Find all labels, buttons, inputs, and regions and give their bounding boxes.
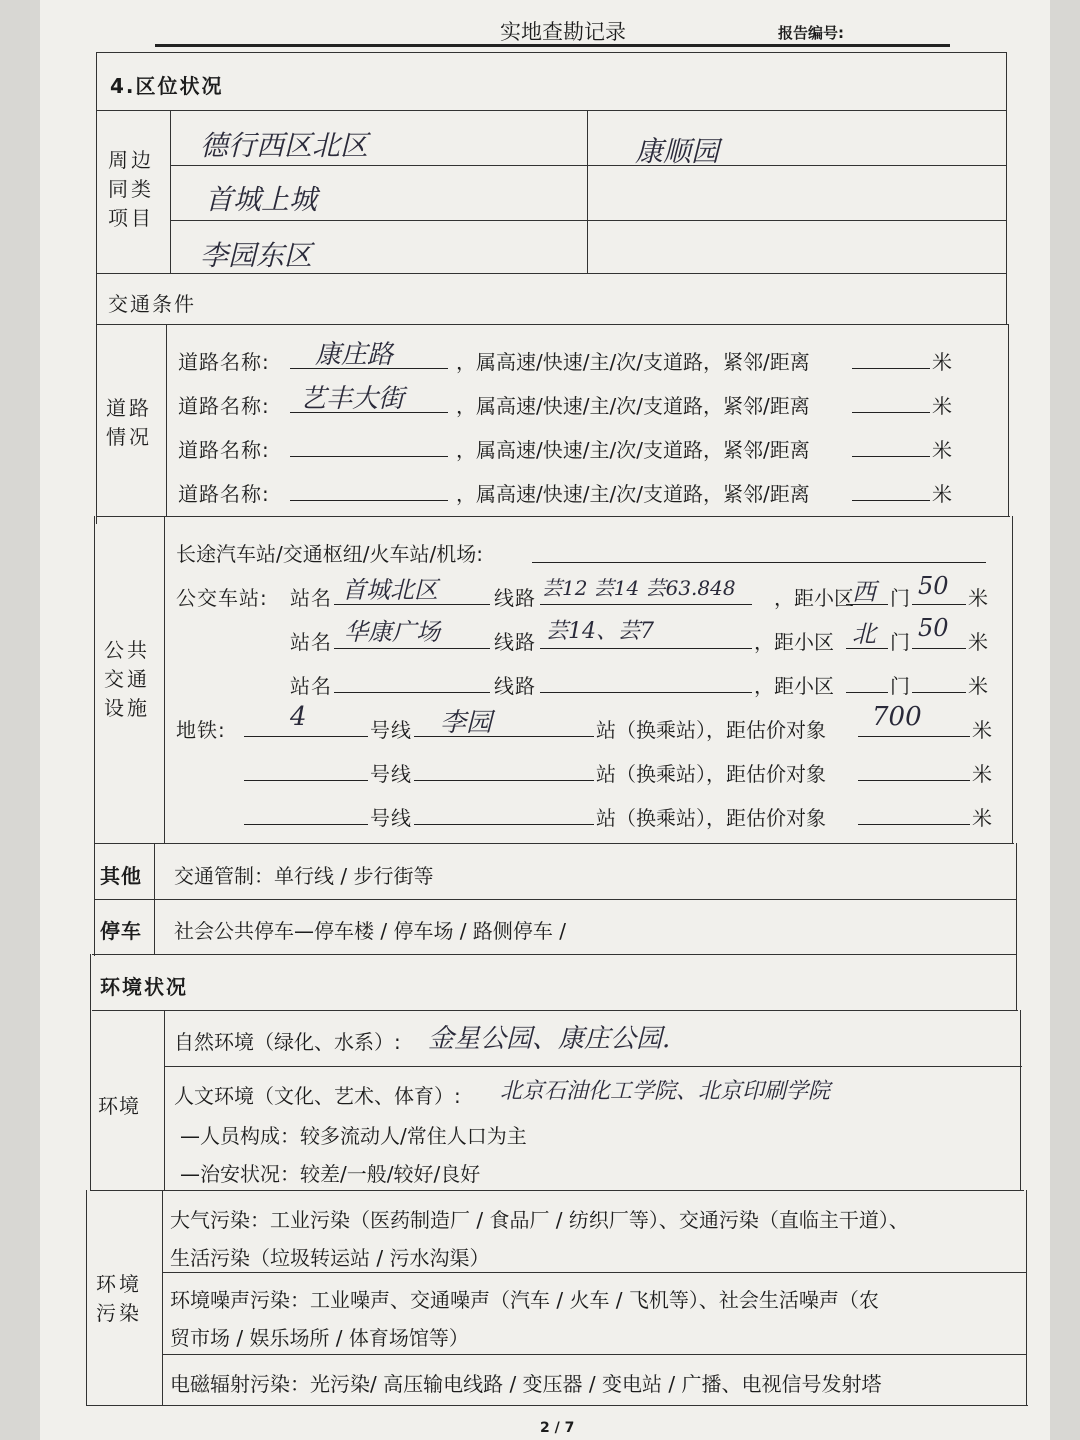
roads-label: 道路 情况: [106, 396, 152, 449]
other-label: 其他: [100, 864, 142, 888]
noise-pollution-line1: 环境噪声污染：工业噪声、交通噪声（汽车 / 火车 / 飞机等）、社会生活噪声（农: [170, 1288, 879, 1312]
surroundings-label: 周边 同类 项目: [108, 148, 154, 230]
transit-label: 公共 交通 设施: [104, 638, 150, 720]
people-composition: —人员构成：较多流动人/常住人口为主: [180, 1124, 527, 1148]
air-pollution-line2: 生活污染（垃圾转运站 / 污水沟渠）: [170, 1246, 490, 1270]
noise-pollution-line2: 贸市场 / 娱乐场所 / 体育场馆等）: [170, 1326, 469, 1350]
parking-label: 停车: [100, 919, 142, 943]
subway-station-1: 李园: [440, 708, 493, 738]
parking-text: 社会公共停车—停车楼 / 停车场 / 路侧停车 /: [174, 919, 567, 943]
section-title-traffic: 交通条件: [108, 292, 196, 316]
road-name-2: 艺丰大街: [300, 384, 405, 414]
section-title-location: 4.区位状况: [110, 74, 224, 98]
humanities-env-value: 北京石油化工学院、北京印刷学院: [500, 1079, 831, 1104]
environment-label: 环境: [98, 1094, 140, 1118]
bus-stop-2: 华康广场: [344, 618, 440, 646]
report-number-label: 报告编号:: [778, 24, 844, 42]
subway-line-1: 4: [290, 702, 307, 732]
surrounding-project-4: 康顺园: [635, 135, 720, 168]
surrounding-project-2: 首城上城: [205, 183, 318, 216]
humanities-env-label: 人文环境（文化、艺术、体育）:: [174, 1084, 461, 1108]
emr-pollution: 电磁辐射污染：光污染/ 高压输电线路 / 变压器 / 变电站 / 广播、电视信号发射塔: [170, 1372, 882, 1396]
traffic-control-text: 交通管制：单行线 / 步行街等: [174, 864, 434, 888]
bus-label: 公交车站:: [176, 586, 268, 610]
security-status: —治安状况：较差/一般/较好/良好: [180, 1162, 481, 1186]
subway-label: 地铁:: [176, 718, 226, 742]
bus-lines-1: 芸12 芸14 芸63.848: [542, 576, 736, 600]
pollution-label: 环境 污染: [96, 1272, 142, 1325]
longdistance-field: [532, 540, 986, 563]
natural-env-value: 金星公园、康庄公园.: [428, 1024, 671, 1054]
longdistance-label: 长途汽车站/交通枢纽/火车站/机场:: [176, 542, 483, 566]
road-name-1: 康庄路: [315, 340, 394, 370]
page-title: 实地查勘记录: [500, 20, 626, 44]
bus-stop-1: 首城北区: [342, 576, 438, 604]
subway-distance-1: 700: [872, 702, 922, 732]
page-number: 2 / 7: [540, 1420, 575, 1436]
header-rule: [155, 44, 950, 47]
bus-lines-2: 芸14、芸7: [546, 619, 654, 644]
surrounding-project-3: 李园东区: [200, 239, 313, 272]
air-pollution-line1: 大气污染：工业污染（医药制造厂 / 食品厂 / 纺织厂等）、交通污染（直临主干道）、: [170, 1208, 909, 1232]
section-title-environment: 环境状况: [100, 975, 188, 999]
surrounding-project-1: 德行西区北区: [200, 129, 369, 162]
natural-env-label: 自然环境（绿化、水系）:: [174, 1030, 401, 1054]
